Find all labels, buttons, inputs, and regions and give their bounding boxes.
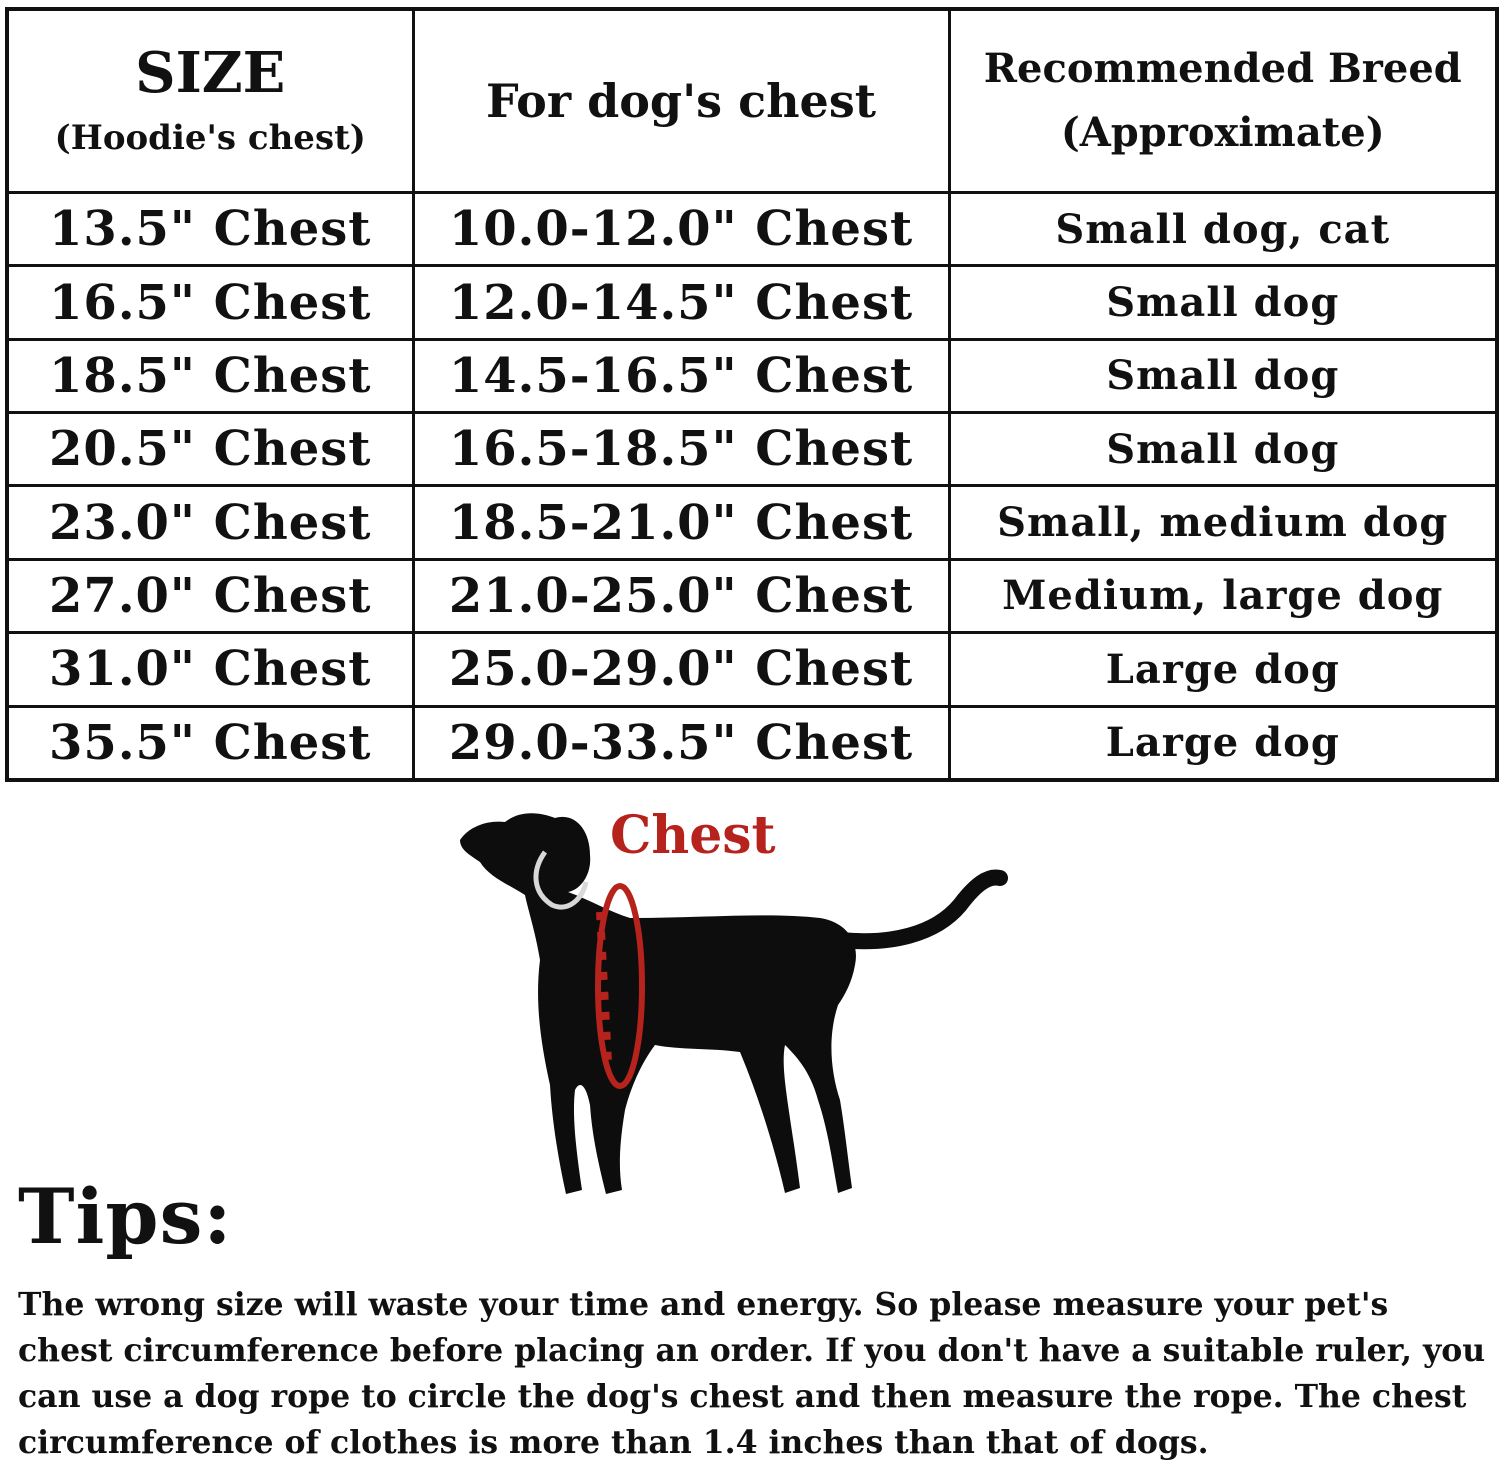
header-size: [7, 9, 413, 193]
table-row: [7, 486, 1497, 559]
breed-cell: Small dog: [949, 413, 1497, 486]
table-row: [7, 633, 1497, 706]
tips-title: Tips:: [18, 1172, 233, 1261]
dog-chest-cell: 29.0-33.5" Chest: [413, 706, 949, 780]
breed-cell: Small dog: [949, 339, 1497, 412]
size-cell: 23.0" Chest: [7, 486, 413, 559]
size-cell: 13.5" Chest: [7, 193, 413, 266]
table-header-row: [7, 9, 1497, 193]
breed-cell: Small dog, cat: [949, 193, 1497, 266]
table-row: [7, 339, 1497, 412]
header-breed-title: Recommended Breed: [983, 45, 1462, 92]
breed-cell: Large dog: [949, 633, 1497, 706]
table-row: [7, 266, 1497, 339]
dog-chest-cell: 12.0-14.5" Chest: [413, 266, 949, 339]
size-cell: 18.5" Chest: [7, 339, 413, 412]
table-row: [7, 413, 1497, 486]
dog-chest-cell: 18.5-21.0" Chest: [413, 486, 949, 559]
breed-cell: Small, medium dog: [949, 486, 1497, 559]
size-cell: 20.5" Chest: [7, 413, 413, 486]
dog-chest-cell: 10.0-12.0" Chest: [413, 193, 949, 266]
header-size-subtitle: (Hoodie's chest): [54, 118, 366, 159]
dog-chest-cell: 14.5-16.5" Chest: [413, 339, 949, 412]
table-row: [7, 559, 1497, 632]
size-cell: 35.5" Chest: [7, 706, 413, 780]
breed-cell: Large dog: [949, 706, 1497, 780]
dog-silhouette-icon: [460, 813, 1000, 1194]
header-dog-chest-title: For dog's chest: [486, 74, 876, 128]
table-row: [7, 193, 1497, 266]
dog-chest-cell: 16.5-18.5" Chest: [413, 413, 949, 486]
breed-cell: Medium, large dog: [949, 559, 1497, 632]
size-cell: 27.0" Chest: [7, 559, 413, 632]
table-row: [7, 706, 1497, 780]
breed-cell: Small dog: [949, 266, 1497, 339]
size-chart-table: [5, 7, 1499, 782]
header-dog-chest: [413, 9, 949, 193]
chest-label: Chest: [610, 805, 776, 866]
tips-paragraph: The wrong size will waste your time and energy. So please measure your pet's chest circumference before placing an order. If you don't have a suitable ruler, you can use a dog rope to circle the dog's chest and then measure the rope. The chest circumference of clothes is more than 1.4 inches than that of dogs.: [18, 1286, 1486, 1461]
dog-chest-cell: 21.0-25.0" Chest: [413, 559, 949, 632]
size-cell: 31.0" Chest: [7, 633, 413, 706]
header-size-title: SIZE: [135, 39, 286, 106]
header-breed-subtitle: (Approximate): [1060, 109, 1385, 156]
dog-chest-cell: 25.0-29.0" Chest: [413, 633, 949, 706]
header-breed: [949, 9, 1497, 193]
size-cell: 16.5" Chest: [7, 266, 413, 339]
